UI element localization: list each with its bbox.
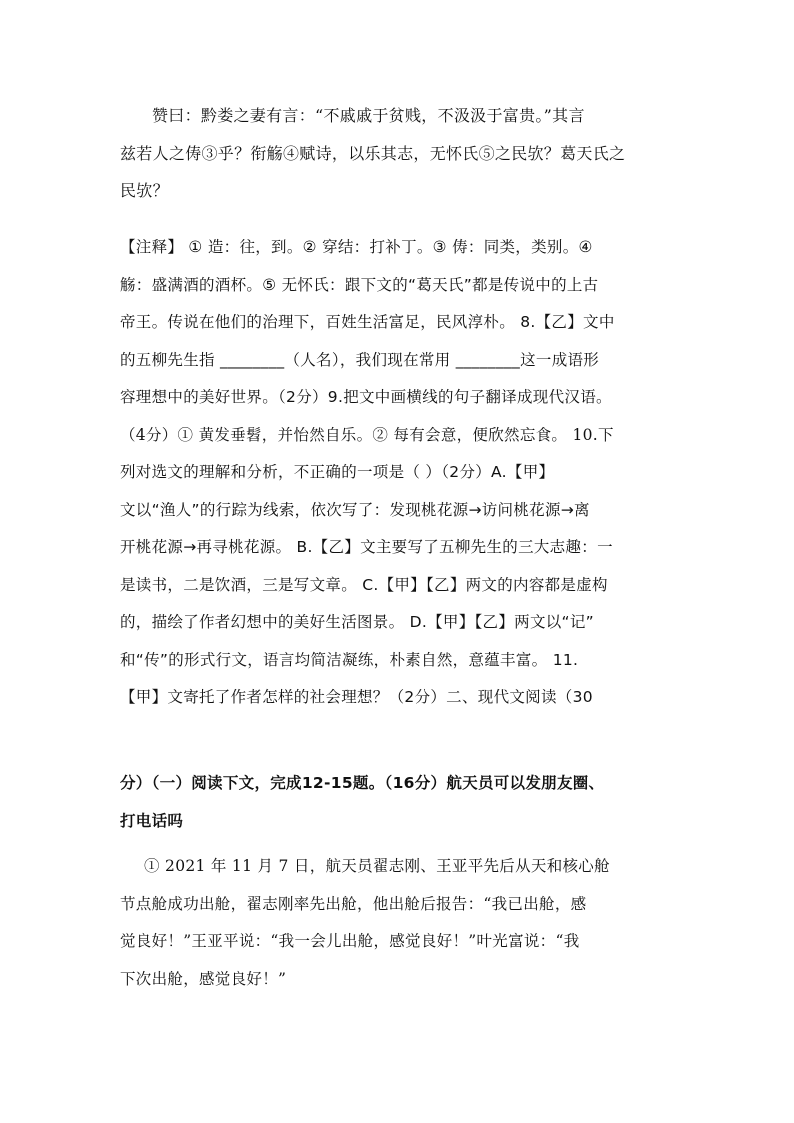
text-line: 分）（一）阅读下文，完成12-15题。（16分）航天员可以发朋友圈、 [120,774,605,792]
text-line: 帝王。传说在他们的治理下，百姓生活富足，民风淳朴。 8.【乙】文中 [120,313,615,331]
text-line: 【注释】 ① 造：往，到。② 穿结：打补丁。③ 俦：同类，类别。④ [120,238,593,256]
section-heading [120,765,676,840]
text-line: ① 2021 年 11 月 7 日，航天员翟志刚、王亚平先后从天和核心舱 [144,857,610,875]
text-line: 列对选文的理解和分析，不正确的一项是（ ）（2分）A.【甲】 [120,463,555,481]
text-line: 节点舱成功出舱，翟志刚率先出舱，他出舱后报告：“我已出舱，感 [120,894,587,913]
text-line: 觞：盛满酒的酒杯。⑤ 无怀氏：跟下文的“葛天氏”都是传说中的上古 [120,275,599,294]
notes-and-questions-paragraph [120,229,676,717]
text-line: 【甲】文寄托了作者怎样的社会理想？（2分）二、现代文阅读（30 [120,688,593,706]
text-line: 下次出舱，感觉良好！” [120,969,287,988]
text-line: 容理想中的美好世界。（2分）9.把文中画横线的句子翻译成现代汉语。 [120,388,612,406]
text-line: （4分）① 黄发垂髫，并怡然自乐。② 每有会意，便欣然忘食。 10.下 [120,425,614,444]
modern-passage-paragraph [120,848,676,998]
classical-commentary-paragraph [120,97,676,210]
text-line: 开桃花源→再寻桃花源。 B.【乙】文主要写了五柳先生的三大志趣：一 [120,538,613,556]
text-line: 赞曰：黔娄之妻有言：“不戚戚于贫贱，不汲汲于富贵。”其言 [152,106,585,125]
text-line: 的，描绘了作者幻想中的美好生活图景。 D.【甲】【乙】两文以“记” [120,613,595,631]
text-line: 是读书，二是饮酒，三是写文章。 C.【甲】【乙】两文的内容都是虚构 [120,575,608,594]
text-line: 民欤？ [120,181,169,200]
text-line: 和“传”的形式行文，语言均简洁凝练，朴素自然，意蕴丰富。 11. [120,650,579,669]
text-line: 觉良好！”王亚平说：“我一会儿出舱，感觉良好！”叶光富说：“我 [120,932,580,950]
text-line: 的五柳先生指 ________（人名），我们现在常用 ________这一成语形 [120,350,600,369]
text-line: 文以“渔人”的行踪为线索，依次写了：发现桃花源→访问桃花源→离 [120,500,590,519]
text-line: 兹若人之俦③乎？衔觞④赋诗，以乐其志，无怀氏⑤之民欤？葛天氏之 [120,143,626,163]
text-line: 打电话吗 [120,811,184,830]
